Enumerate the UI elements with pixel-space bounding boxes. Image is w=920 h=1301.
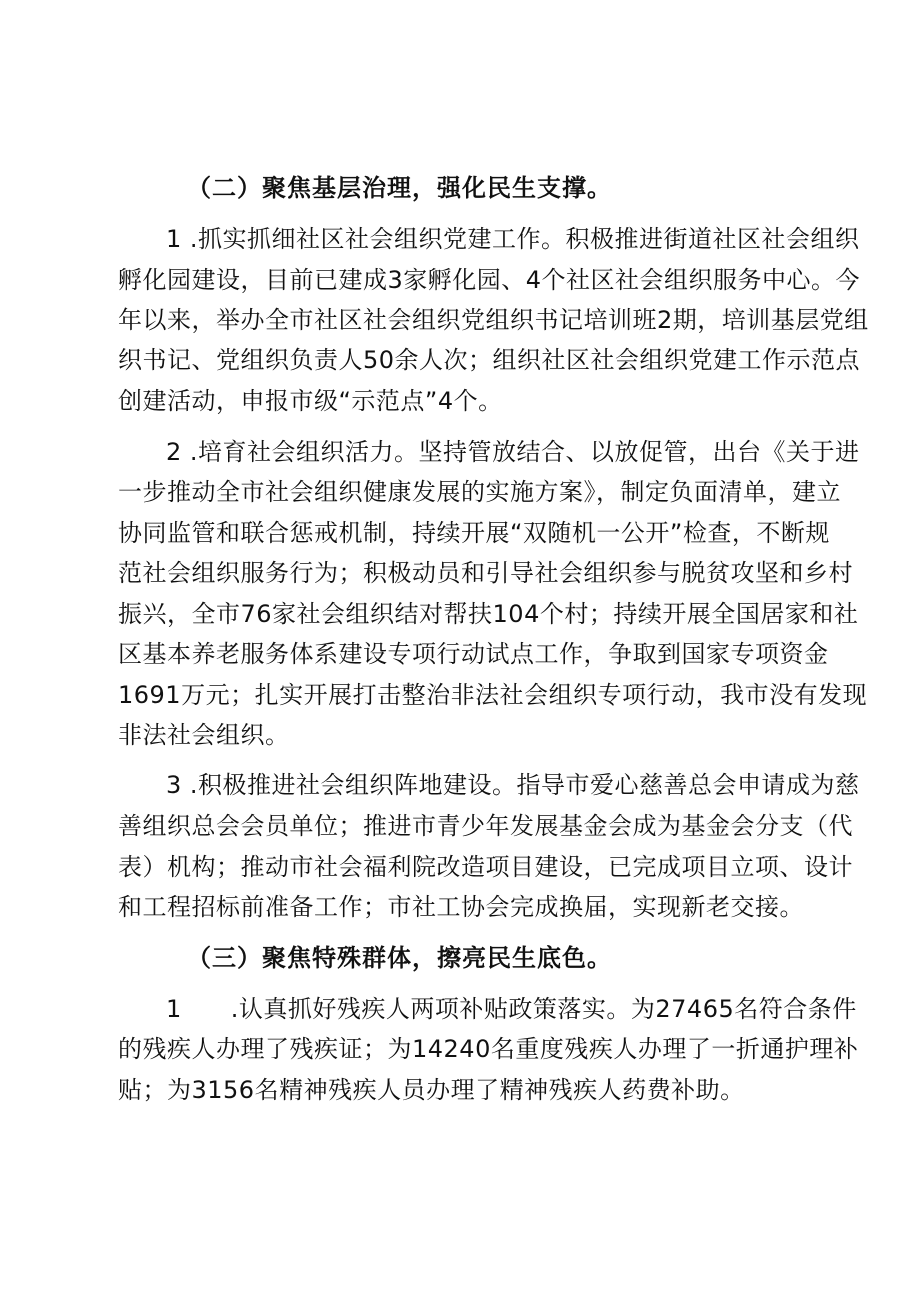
paragraph-line: 2 .培育社会组织活力。坚持管放结合、以放促管，出台《关于进: [166, 438, 860, 466]
paragraph-line: 振兴，全市76家社会组织结对帮扶104个村；持续开展全国居家和社: [118, 600, 859, 628]
paragraph-line: 表）机构；推动市社会福利院改造项目建设，已完成项目立项、设计: [118, 853, 853, 881]
section-heading: （二）聚焦基层治理，强化民生支撑。: [187, 174, 612, 202]
paragraph-line: 范社会组织服务行为；积极动员和引导社会组织参与脱贫攻坚和乡村: [118, 559, 853, 587]
paragraph-line: 一步推动全市社会组织健康发展的实施方案》，制定负面清单，建立: [118, 478, 841, 506]
paragraph-line: 1691万元；扎实开展打击整治非法社会组织专项行动，我市没有发现: [118, 681, 868, 709]
paragraph-line: 1 .抓实抓细社区社会组织党建工作。积极推进街道社区社会组织: [166, 225, 860, 253]
paragraph-line: 区基本养老服务体系建设专项行动试点工作，争取到国家专项资金: [118, 640, 829, 668]
section-heading: （三）聚焦特殊群体，擦亮民生底色。: [187, 944, 612, 972]
paragraph-line: 创建活动，申报市级“示范点”4个。: [118, 387, 503, 415]
paragraph-line: 协同监管和联合惩戒机制，持续开展“双随机一公开”检查，不断规: [118, 519, 830, 547]
paragraph-line: 和工程招标前准备工作；市社工协会完成换届，实现新老交接。: [118, 893, 804, 921]
paragraph-line: 贴；为3156名精神残疾人员办理了精神残疾人药费补助。: [118, 1076, 745, 1104]
paragraph-line: 非法社会组织。: [118, 721, 290, 749]
paragraph-line: 3 .积极推进社会组织阵地建设。指导市爱心慈善总会申请成为慈: [166, 771, 860, 799]
paragraph-line: 织书记、党组织负责人50余人次；组织社区社会组织党建工作示范点: [118, 346, 861, 374]
paragraph-line: 1 .认真抓好残疾人两项补贴政策落实。为27465名符合条件: [166, 995, 857, 1023]
paragraph-line: 年以来，举办全市社区社会组织党组织书记培训班2期，培训基层党组: [118, 306, 869, 334]
paragraph-line: 孵化园建设，目前已建成3家孵化园、4个社区社会组织服务中心。今: [118, 266, 861, 294]
paragraph-line: 的残疾人办理了残疾证；为14240名重度残疾人办理了一折通护理补: [118, 1035, 859, 1063]
paragraph-line: 善组织总会会员单位；推进市青少年发展基金会成为基金会分支（代: [118, 812, 853, 840]
